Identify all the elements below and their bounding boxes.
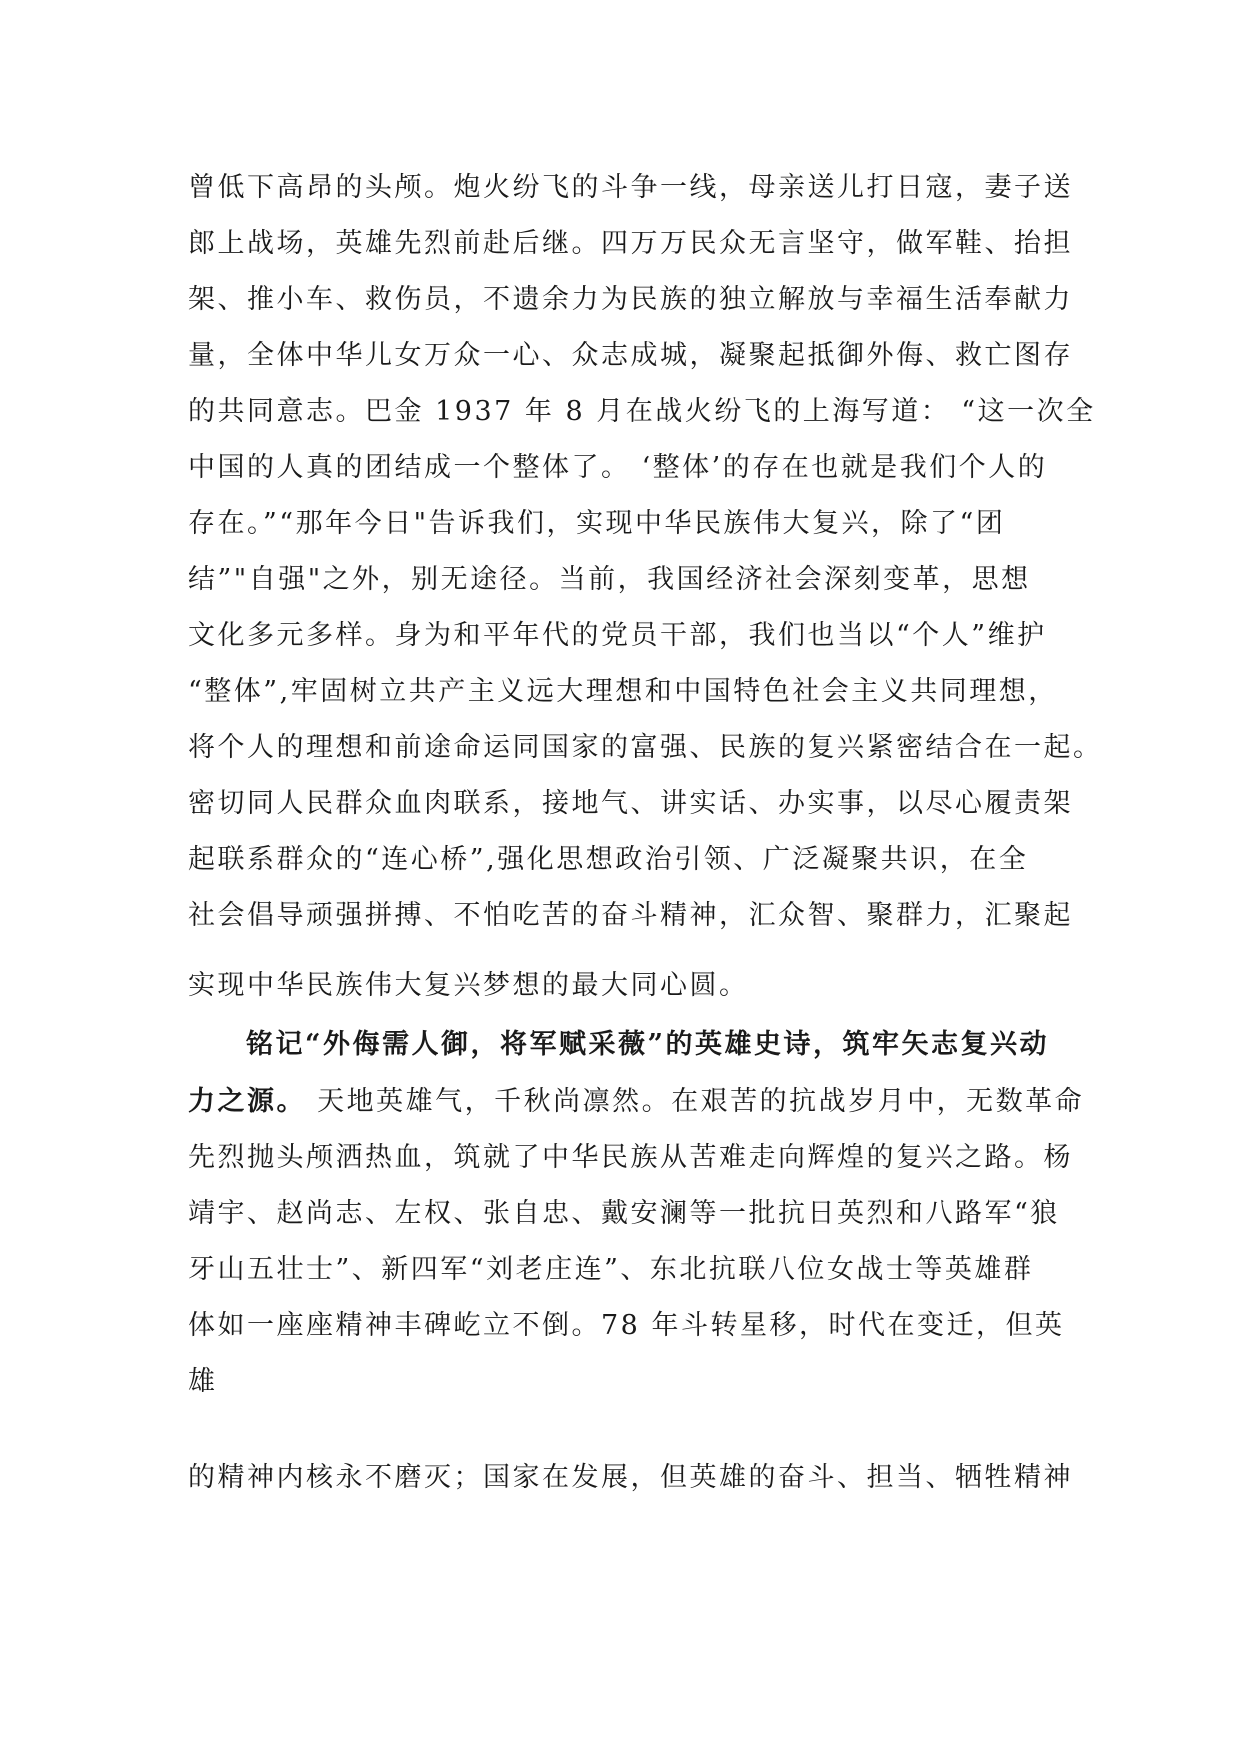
section-heading: 铭记“外侮需人御，将军赋采薇”的英雄史诗，筑牢矢志复兴动 bbox=[246, 1029, 1050, 1060]
text-line: 架、推小车、救伤员，不遗余力为民族的独立解放与幸福生活奉献力 bbox=[188, 284, 1073, 315]
text-line: 体如一座座精神丰碑屹立不倒。78 年斗转星移，时代在变迁，但英 bbox=[188, 1310, 1065, 1341]
text-line: 社会倡导顽强拼搏、不怕吃苦的奋斗精神，汇众智、聚群力，汇聚起 bbox=[188, 900, 1073, 931]
text-line: 文化多元多样。身为和平年代的党员干部，我们也当以“个人”维护 bbox=[188, 620, 1047, 651]
text-line: 雄 bbox=[188, 1366, 218, 1397]
text-line: 郎上战场，英雄先烈前赴后继。四万万民众无言坚守，做军鞋、抬担 bbox=[188, 228, 1073, 259]
text-line: 先烈抛头颅洒热血，筑就了中华民族从苦难走向辉煌的复兴之路。杨 bbox=[188, 1142, 1073, 1173]
text-line: 曾低下高昂的头颅。炮火纷飞的斗争一线，母亲送儿打日寇，妻子送 bbox=[188, 172, 1073, 203]
text-line: “整体”,牢固树立共产主义远大理想和中国特色社会主义共同理想， bbox=[188, 676, 1058, 707]
text-segment: 天地英雄气，千秋尚凛然。在艰苦的抗战岁月中，无数革命 bbox=[306, 1086, 1085, 1117]
text-line: 牙山五壮士”、新四军“刘老庄连”、东北抗联八位女战士等英雄群 bbox=[188, 1254, 1034, 1285]
text-line-mixed bbox=[188, 1085, 1084, 1119]
text-line: 实现中华民族伟大复兴梦想的最大同心圆。 bbox=[188, 970, 749, 1001]
text-line: 的精神内核永不磨灭；国家在发展，但英雄的奋斗、担当、牺牲精神 bbox=[188, 1462, 1073, 1493]
text-line: 密切同人民群众血肉联系，接地气、讲实话、办实事，以尽心履责架 bbox=[188, 788, 1073, 819]
text-line: 起联系群众的“连心桥”,强化思想政治引领、广泛凝聚共识，在全 bbox=[188, 844, 1029, 875]
text-line: 中国的人真的团结成一个整体了。 ‘整体’的存在也就是我们个人的 bbox=[188, 452, 1048, 483]
text-line: 的共同意志。巴金 1937 年 8 月在战火纷飞的上海写道： “这一次全 bbox=[188, 396, 1096, 427]
text-line: 靖宇、赵尚志、左权、张自忠、戴安澜等一批抗日英烈和八路军“狼 bbox=[188, 1198, 1060, 1229]
text-line: 将个人的理想和前途命运同国家的富强、民族的复兴紧密结合在一起。 bbox=[188, 732, 1103, 763]
section-heading-end: 力之源。 bbox=[188, 1086, 306, 1117]
text-line: 量，全体中华儿女万众一心、众志成城，凝聚起抵御外侮、救亡图存 bbox=[188, 340, 1073, 371]
text-line: 结”"自强"之外，别无途径。当前，我国经济社会深刻变革，思想 bbox=[188, 564, 1031, 595]
text-line: 存在。”“那年今日"告诉我们，实现中华民族伟大复兴，除了“团 bbox=[188, 508, 1006, 539]
